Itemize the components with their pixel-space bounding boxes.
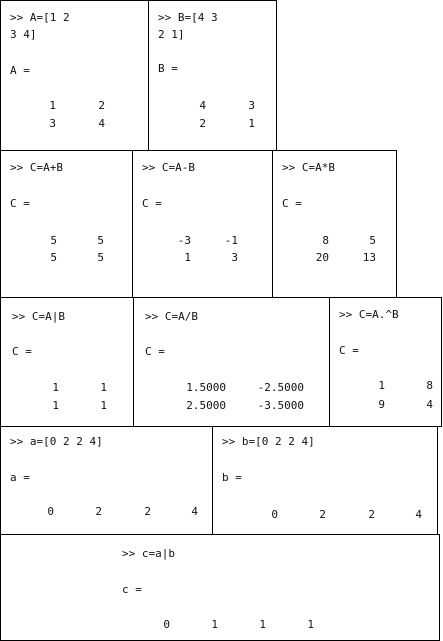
command-line-continued: 2 1] — [158, 28, 185, 41]
matrix-cell: 3 — [231, 251, 238, 264]
panel-or — [0, 297, 134, 427]
command-line: >> C=A-B — [142, 161, 195, 174]
output-label: c = — [122, 583, 142, 596]
panel-elementwise-power — [329, 297, 442, 427]
panel-multiply — [272, 150, 397, 298]
output-label: C = — [145, 345, 165, 358]
vector-element: 2 — [368, 508, 375, 521]
output-label: C = — [339, 344, 359, 357]
command-line: >> B=[4 3 — [158, 11, 218, 24]
panel-vector-b — [212, 426, 438, 535]
matrix-cell: 8 — [426, 379, 433, 392]
vector-element: 4 — [415, 508, 422, 521]
output-label: C = — [12, 345, 32, 358]
matrix-cell: 1 — [248, 117, 255, 130]
vector-element: 1 — [259, 618, 266, 631]
matrix-cell: 5 — [50, 251, 57, 264]
output-label: a = — [10, 471, 30, 484]
vector-element: 0 — [47, 505, 54, 518]
output-label: C = — [142, 197, 162, 210]
matrix-cell: 1 — [49, 99, 56, 112]
panel-define-a — [0, 0, 150, 151]
vector-element: 0 — [271, 508, 278, 521]
matrix-cell: 1 — [52, 381, 59, 394]
matrix-cell: -2.5000 — [257, 381, 304, 394]
matrix-cell: -3.5000 — [257, 399, 304, 412]
vector-element: 2 — [319, 508, 326, 521]
panel-vector-or — [0, 534, 440, 641]
panel-define-b — [148, 0, 277, 151]
matrix-cell: 2 — [199, 117, 206, 130]
output-label: C = — [10, 197, 30, 210]
matrix-cell: 5 — [369, 234, 376, 247]
matrix-cell: 5 — [50, 234, 57, 247]
vector-element: 2 — [144, 505, 151, 518]
matrix-cell: 1 — [100, 399, 107, 412]
matrix-cell: 4 — [426, 398, 433, 411]
command-line: >> a=[0 2 2 4] — [10, 435, 103, 448]
matrix-cell: 13 — [362, 251, 376, 264]
output-label: b = — [222, 471, 242, 484]
matrix-cell: 9 — [378, 398, 385, 411]
vector-element: 0 — [163, 618, 170, 631]
matrix-cell: 4 — [199, 99, 206, 112]
command-line: >> c=a|b — [122, 547, 175, 560]
matrix-cell: 3 — [248, 99, 255, 112]
output-label: A = — [10, 64, 30, 77]
panel-add — [0, 150, 133, 298]
vector-element: 1 — [307, 618, 314, 631]
matrix-cell: 3 — [49, 117, 56, 130]
matrix-cell: 20 — [315, 251, 329, 264]
matrix-cell: 2 — [98, 99, 105, 112]
command-line: >> C=A+B — [10, 161, 63, 174]
panel-vector-a — [0, 426, 213, 535]
command-line: >> C=A.^B — [339, 308, 399, 321]
output-label: C = — [282, 197, 302, 210]
matrix-cell: 5 — [97, 251, 104, 264]
command-line: >> A=[1 2 — [10, 11, 70, 24]
command-line: >> b=[0 2 2 4] — [222, 435, 315, 448]
command-line-continued: 3 4] — [10, 28, 37, 41]
command-line: >> C=A/B — [145, 310, 198, 323]
matrix-cell: 1 — [184, 251, 191, 264]
matrix-cell: 5 — [97, 234, 104, 247]
matrix-cell: 1 — [100, 381, 107, 394]
vector-element: 1 — [211, 618, 218, 631]
command-line: >> C=A*B — [282, 161, 335, 174]
matrix-cell: 1 — [378, 379, 385, 392]
vector-element: 2 — [95, 505, 102, 518]
vector-element: 4 — [191, 505, 198, 518]
matrix-cell: 4 — [98, 117, 105, 130]
matrix-cell: 8 — [322, 234, 329, 247]
matrix-cell: 1.5000 — [186, 381, 226, 394]
matrix-cell: -1 — [224, 234, 238, 247]
output-label: B = — [158, 62, 178, 75]
matrix-cell: 2.5000 — [186, 399, 226, 412]
panel-subtract — [132, 150, 273, 298]
matrix-cell: 1 — [52, 399, 59, 412]
matrix-cell: -3 — [177, 234, 191, 247]
command-line: >> C=A|B — [12, 310, 65, 323]
panel-divide — [133, 297, 330, 427]
